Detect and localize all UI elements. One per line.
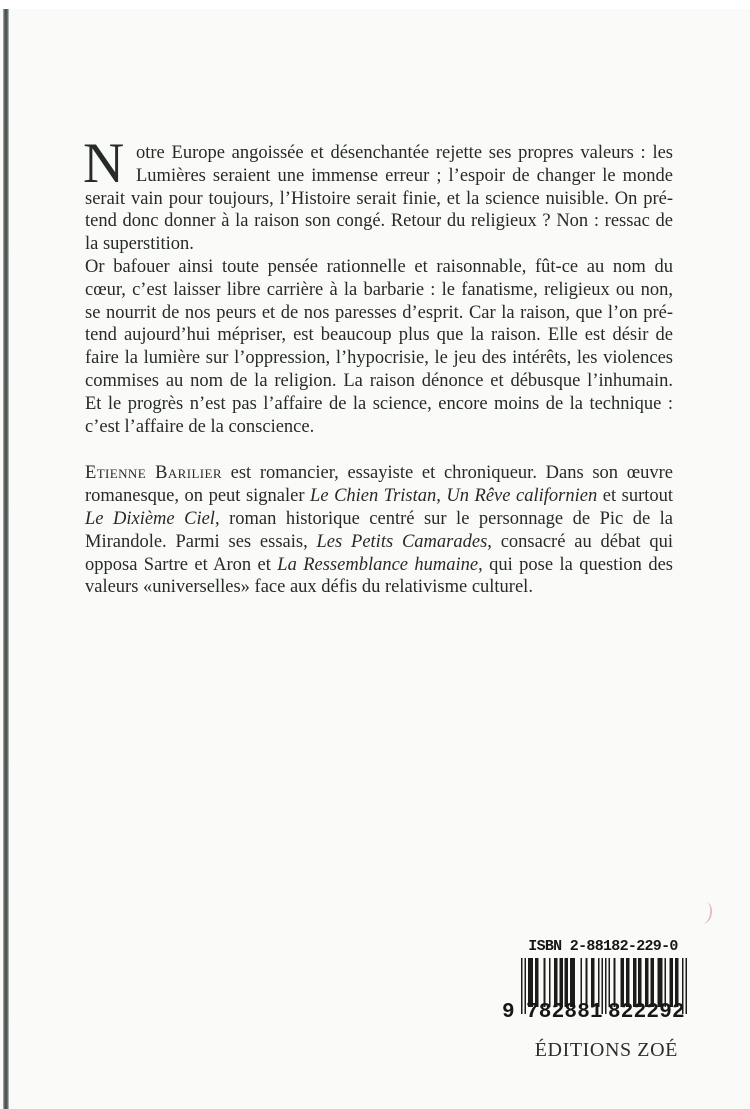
barcode-digits-group1: 782881 bbox=[526, 1001, 603, 1024]
text-segment: Les Petits Camarades bbox=[316, 531, 488, 552]
text-segment: , consacré au débat qui bbox=[487, 531, 674, 552]
paragraph bbox=[85, 462, 673, 599]
text-segment: , qui pose la question des bbox=[478, 554, 673, 575]
text-line bbox=[85, 324, 673, 347]
paragraph bbox=[83, 132, 673, 256]
text-segment: opposa Sartre et Aron et bbox=[85, 554, 278, 575]
text-segment: commises au nom de la religion. La raison dénonce et débusque l’inhumain. bbox=[85, 370, 673, 391]
isbn-number: ISBN 2-88182-229-0 bbox=[528, 938, 678, 955]
text-segment: , bbox=[436, 486, 447, 507]
text-segment: otre Europe angoissée et désenchantée rejette ses propres valeurs : les bbox=[136, 143, 673, 163]
text-segment: , roman historique centré sur le personnage de Pic de la bbox=[214, 508, 674, 529]
text-line bbox=[85, 508, 673, 531]
publisher-name: ÉDITIONS ZOÉ bbox=[534, 1039, 678, 1061]
text-segment: est romancier, essayiste et chroniqueur. Dans son œuvre bbox=[221, 463, 673, 484]
text-segment: Etienne Barilier bbox=[85, 463, 222, 484]
text-segment: Or bafouer ainsi toute pensée rationnelle et raisonnable, fût-ce au nom du bbox=[85, 256, 673, 277]
text-line bbox=[85, 256, 673, 279]
text-line bbox=[85, 485, 673, 508]
text-segment: Un Rêve californien bbox=[446, 486, 598, 507]
text-segment: Le Chien Tristan bbox=[310, 486, 437, 507]
text-segment: Le Dixième Ciel bbox=[85, 508, 215, 529]
text-segment: Lumières seraient une immense erreur ; l’espoir de changer le monde bbox=[136, 165, 673, 186]
barcode-digits-lead: 9 bbox=[502, 1001, 515, 1024]
paragraph bbox=[85, 256, 673, 438]
text-line bbox=[85, 576, 673, 599]
text-segment: serait vain pour toujours, l’Histoire serait finie, et la science nuisible. On pré- bbox=[85, 188, 673, 209]
text-segment: valeurs «universelles» face aux défis du relativisme culturel. bbox=[85, 577, 533, 598]
text-segment: cœur, c’est laisser libre carrière à la barbarie : le fanatisme, religieux ou non, bbox=[85, 279, 673, 300]
text-line bbox=[85, 370, 673, 393]
text-segment: Mirandole. Parmi ses essais, bbox=[85, 531, 317, 552]
book-spine-edge bbox=[3, 9, 9, 1109]
text-segment: La Ressemblance humaine bbox=[277, 554, 479, 575]
text-segment: faire la lumière sur l’oppression, l’hypocrisie, le jeu des intérêts, les violences bbox=[85, 348, 673, 369]
text-line bbox=[85, 165, 673, 188]
text-line bbox=[85, 279, 673, 302]
barcode-digits-group2: 822292 bbox=[608, 1001, 685, 1024]
text-segment: se nourrit de nos peurs et de nos paresses d’esprit. Car la raison, que l’on pré- bbox=[85, 302, 673, 323]
text-segment: tend donc donner à la raison son congé. Retour du religieux ? Non : ressac de bbox=[85, 211, 673, 232]
text-line bbox=[85, 142, 673, 165]
text-line bbox=[85, 347, 673, 370]
text-segment: la superstition. bbox=[85, 234, 194, 255]
text-line bbox=[85, 188, 673, 211]
blurb-text-block bbox=[83, 132, 674, 599]
text-segment: Et le progrès n’est pas l’affaire de la science, encore moins de la technique : bbox=[85, 393, 673, 414]
text-line bbox=[85, 416, 673, 439]
text-line bbox=[85, 554, 673, 577]
text-line bbox=[85, 393, 673, 416]
text-line bbox=[85, 302, 673, 325]
text-line bbox=[85, 210, 673, 233]
text-segment: romanesque, on peut signaler bbox=[85, 486, 311, 507]
text-line bbox=[85, 531, 673, 554]
drop-cap: N bbox=[83, 132, 125, 195]
text-segment: et surtout bbox=[597, 486, 674, 507]
text-line bbox=[85, 233, 673, 256]
text-segment: c’est l’affaire de la conscience. bbox=[85, 416, 315, 437]
text-line bbox=[85, 462, 673, 485]
text-segment: tend aujourd’hui mépriser, est beaucoup plus que la raison. Elle est désir de bbox=[85, 325, 673, 346]
